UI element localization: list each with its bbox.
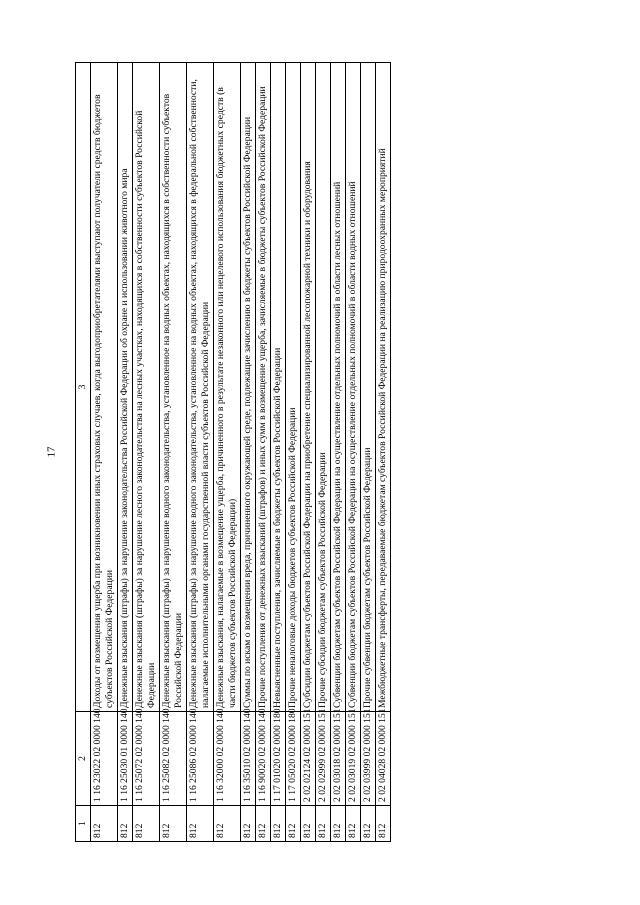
revenue-name-cell: Денежные взыскания (штрафы) за нарушение лесного законодательства на лесных участках, находящихся в собственности субъектов Российской Федерации bbox=[133, 63, 160, 712]
budget-code-cell: 1 16 35010 02 0000 140 bbox=[241, 712, 256, 806]
admin-code-cell: 812 bbox=[160, 806, 187, 842]
budget-code-cell: 2 02 03999 02 0000 151 bbox=[361, 712, 376, 806]
revenue-name-cell: Денежные взыскания, налагаемые в возмещение ущерба, причиненного в результате незаконного или нецелевого использования бюджетных средств (в части бюджетов субъектов Российской Федерации) bbox=[214, 63, 241, 712]
table-header-row bbox=[76, 63, 91, 842]
table-row bbox=[331, 63, 346, 842]
table-row bbox=[118, 63, 133, 842]
header-cell-2: 2 bbox=[76, 712, 91, 806]
admin-code-cell: 812 bbox=[271, 806, 286, 842]
revenue-name-cell: Межбюджетные трансферты, передаваемые бюджетам субъектов Российской Федерации на реализацию природоохранных мероприятий bbox=[376, 63, 391, 712]
admin-code-cell: 812 bbox=[376, 806, 391, 842]
budget-code-cell: 1 16 25072 02 0000 140 bbox=[133, 712, 160, 806]
revenue-name-cell: Прочие поступления от денежных взысканий (штрафов) и иных сумм в возмещение ущерба, зачисляемые в бюджеты субъектов Российской Федерации bbox=[256, 63, 271, 712]
revenue-name-cell: Невыясненные поступления, зачисляемые в бюджеты субъектов Российской Федерации bbox=[271, 63, 286, 712]
table-row bbox=[133, 63, 160, 842]
table-row bbox=[361, 63, 376, 842]
budget-code-cell: 1 16 25082 02 0000 140 bbox=[160, 712, 187, 806]
budget-code-cell: 2 02 04028 02 0000 151 bbox=[376, 712, 391, 806]
revenue-name-cell: Денежные взыскания (штрафы) за нарушение водного законодательства, установленное на водных объектах, находящихся в собственности субъектов Российской Федерации bbox=[160, 63, 187, 712]
admin-code-cell: 812 bbox=[286, 806, 301, 842]
admin-code-cell: 812 bbox=[256, 806, 271, 842]
admin-code-cell: 812 bbox=[214, 806, 241, 842]
revenue-name-cell: Суммы по искам о возмещении вреда, причиненного окружающей среде, подлежащие зачислению в бюджеты субъектов Российской Федерации bbox=[241, 63, 256, 712]
revenue-name-cell: Субвенции бюджетам субъектов Российской Федерации на осуществление отдельных полномочий в области лесных отношений bbox=[331, 63, 346, 712]
page-number-text: 17 bbox=[45, 446, 57, 458]
revenue-name-cell: Прочие субвенции бюджетам субъектов Российской Федерации bbox=[361, 63, 376, 712]
admin-code-cell: 812 bbox=[91, 806, 118, 842]
table-row bbox=[346, 63, 361, 842]
admin-code-cell: 812 bbox=[331, 806, 346, 842]
budget-code-cell: 2 02 03018 02 0000 151 bbox=[331, 712, 346, 806]
budget-code-cell: 1 17 01020 02 0000 180 bbox=[271, 712, 286, 806]
revenue-name-cell: Прочие неналоговые доходы бюджетов субъектов Российской Федерации bbox=[286, 63, 301, 712]
budget-code-cell: 1 16 90020 02 0000 140 bbox=[256, 712, 271, 806]
revenue-codes-table bbox=[75, 62, 391, 842]
page-number bbox=[40, 440, 62, 464]
header-cell-3: 3 bbox=[76, 63, 91, 712]
budget-code-cell: 1 16 23022 02 0000 140 bbox=[91, 712, 118, 806]
budget-code-cell: 1 17 05020 02 0000 180 bbox=[286, 712, 301, 806]
admin-code-cell: 812 bbox=[301, 806, 316, 842]
budget-code-cell: 2 02 03019 02 0000 151 bbox=[346, 712, 361, 806]
budget-code-cell: 1 16 25030 01 0000 140 bbox=[118, 712, 133, 806]
admin-code-cell: 812 bbox=[361, 806, 376, 842]
admin-code-cell: 812 bbox=[133, 806, 160, 842]
table-row bbox=[286, 63, 301, 842]
table-row bbox=[256, 63, 271, 842]
revenue-name-cell: Субвенции бюджетам субъектов Российской Федерации на осуществление отдельных полномочий в области водных отношений bbox=[346, 63, 361, 712]
table-row bbox=[301, 63, 316, 842]
revenue-name-cell: Доходы от возмещения ущерба при возникновении иных страховых случаев, когда выгодоприобретателями выступают получатели средств бюджетов субъектов Российской Федерации bbox=[91, 63, 118, 712]
table-row bbox=[376, 63, 391, 842]
rotated-table-container bbox=[75, 62, 552, 842]
revenue-name-cell: Прочие субсидии бюджетам субъектов Российской Федерации bbox=[316, 63, 331, 712]
budget-code-cell: 1 16 25086 02 0000 140 bbox=[187, 712, 214, 806]
budget-code-cell: 1 16 32000 02 0000 140 bbox=[214, 712, 241, 806]
table-row bbox=[271, 63, 286, 842]
header-cell-1: 1 bbox=[76, 806, 91, 842]
budget-code-cell: 2 02 02999 02 0000 151 bbox=[316, 712, 331, 806]
table-row bbox=[241, 63, 256, 842]
admin-code-cell: 812 bbox=[241, 806, 256, 842]
revenue-name-cell: Денежные взыскания (штрафы) за нарушение законодательства Российской Федерации об охране и использовании животного мира bbox=[118, 63, 133, 712]
revenue-name-cell: Субсидии бюджетам субъектов Российской Федерации на приобретение специализированной лесопожарной техники и оборудования bbox=[301, 63, 316, 712]
table-row bbox=[91, 63, 118, 842]
admin-code-cell: 812 bbox=[118, 806, 133, 842]
table-row bbox=[187, 63, 214, 842]
table-row bbox=[214, 63, 241, 842]
table-row bbox=[160, 63, 187, 842]
admin-code-cell: 812 bbox=[346, 806, 361, 842]
table-body bbox=[76, 63, 391, 842]
budget-code-cell: 2 02 02124 02 0000 151 bbox=[301, 712, 316, 806]
revenue-name-cell: Денежные взыскания (штрафы) за нарушение водного законодательства, установленное на водных объектах, находящихся в федеральной собственности, налагаемые исполнительными органами государственной власти субъектов Российской Федерации bbox=[187, 63, 214, 712]
admin-code-cell: 812 bbox=[187, 806, 214, 842]
admin-code-cell: 812 bbox=[316, 806, 331, 842]
table-row bbox=[316, 63, 331, 842]
